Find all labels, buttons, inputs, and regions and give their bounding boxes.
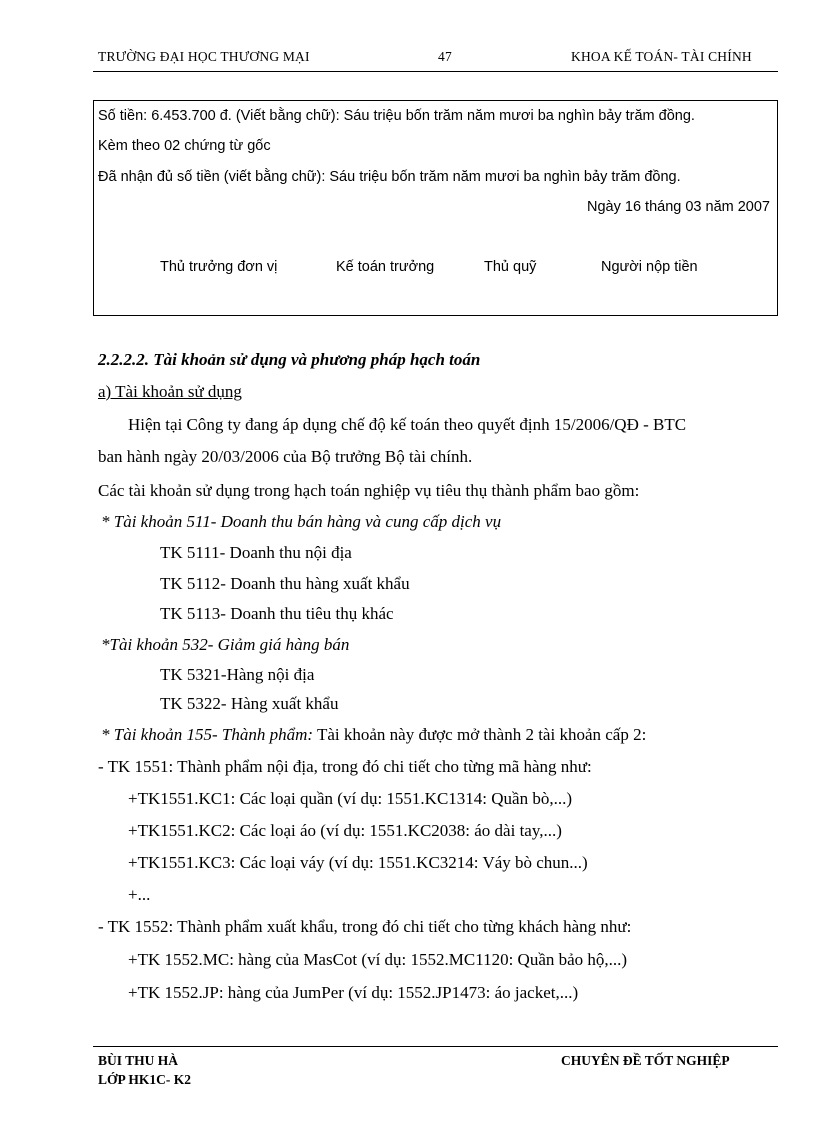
footer-thesis-label: CHUYÊN ĐỀ TỐT NGHIỆP [561, 1053, 730, 1068]
receipt-date: Ngày 16 tháng 03 năm 2007 [587, 199, 770, 215]
tk1552-item: +TK 1552.JP: hàng của JumPer (ví dụ: 1552.JP1473: áo jacket,...) [128, 983, 579, 1002]
tk511-item: TK 5112- Doanh thu hàng xuất khẩu [160, 574, 410, 593]
tk1552-item: +TK 1552.MC: hàng của MasCot (ví dụ: 1552.MC1120: Quần bảo hộ,...) [128, 950, 628, 969]
receipt-attachments: Kèm theo 02 chứng từ gốc [98, 138, 271, 154]
header-school: TRƯỜNG ĐẠI HỌC THƯƠNG MẠI [98, 49, 310, 64]
tk532-title: *Tài khoản 532- Giảm giá hàng bán [101, 635, 350, 654]
tk511-item: TK 5111- Doanh thu nội địa [160, 543, 352, 562]
tk532-item: TK 5322- Hàng xuất khẩu [160, 694, 339, 713]
footer-class: LỚP HK1C- K2 [98, 1072, 192, 1087]
tk532-item: TK 5321-Hàng nội địa [160, 665, 315, 684]
tk1551-item: +TK1551.KC2: Các loại áo (ví dụ: 1551.KC2038: áo dài tay,...) [128, 821, 562, 840]
tk1551-line: - TK 1551: Thành phẩm nội địa, trong đó chi tiết cho từng mã hàng như: [98, 757, 592, 776]
tk155-line [101, 725, 646, 745]
signature-cashier: Thủ quỹ [484, 259, 537, 275]
paragraph-1-line-2: ban hành ngày 20/03/2006 của Bộ trưởng Bộ tài chính. [98, 447, 473, 466]
tk1551-item: +TK1551.KC3: Các loại váy (ví dụ: 1551.KC3214: Váy bò chun...) [128, 853, 588, 872]
tk1551-item: +TK1551.KC1: Các loại quần (ví dụ: 1551.KC1314: Quần bò,...) [128, 789, 572, 808]
tk155-desc: Tài khoản này được mở thành 2 tài khoản cấp 2: [313, 725, 647, 744]
receipt-received: Đã nhận đủ số tiền (viết bằng chữ): Sáu triệu bốn trăm năm mươi ba nghìn bảy trăm đồng. [98, 169, 681, 185]
receipt-amount: Số tiền: 6.453.700 đ. (Viết bằng chữ): Sáu triệu bốn trăm năm mươi ba nghìn bảy trăm đồng. [98, 108, 695, 124]
section-heading: 2.2.2.2. Tài khoản sử dụng và phương pháp hạch toán [98, 350, 481, 369]
tk511-item: TK 5113- Doanh thu tiêu thụ khác [160, 604, 394, 623]
page-number: 47 [438, 49, 452, 64]
paragraph-1-line-1: Hiện tại Công ty đang áp dụng chế độ kế toán theo quyết định 15/2006/QĐ - BTC [128, 415, 687, 434]
signature-payer: Người nộp tiền [601, 259, 698, 275]
signature-chief-accountant: Kế toán trưởng [336, 259, 435, 275]
header-rule [93, 71, 778, 72]
signature-director: Thủ trưởng đơn vị [160, 259, 278, 275]
section-subheading: a) Tài khoản sử dụng [98, 382, 242, 401]
header-faculty: KHOA KẾ TOÁN- TÀI CHÍNH [571, 49, 752, 64]
tk1552-line: - TK 1552: Thành phẩm xuất khẩu, trong đó chi tiết cho từng khách hàng như: [98, 917, 632, 936]
tk511-title: * Tài khoản 511- Doanh thu bán hàng và cung cấp dịch vụ [101, 512, 502, 531]
paragraph-2: Các tài khoản sử dụng trong hạch toán nghiệp vụ tiêu thụ thành phẩm bao gồm: [98, 481, 640, 500]
tk155-title: * Tài khoản 155- Thành phẩm: [101, 725, 314, 744]
footer-author: BÙI THU HÀ [98, 1053, 179, 1068]
tk1551-item: +... [128, 885, 151, 904]
footer-rule [93, 1046, 778, 1047]
